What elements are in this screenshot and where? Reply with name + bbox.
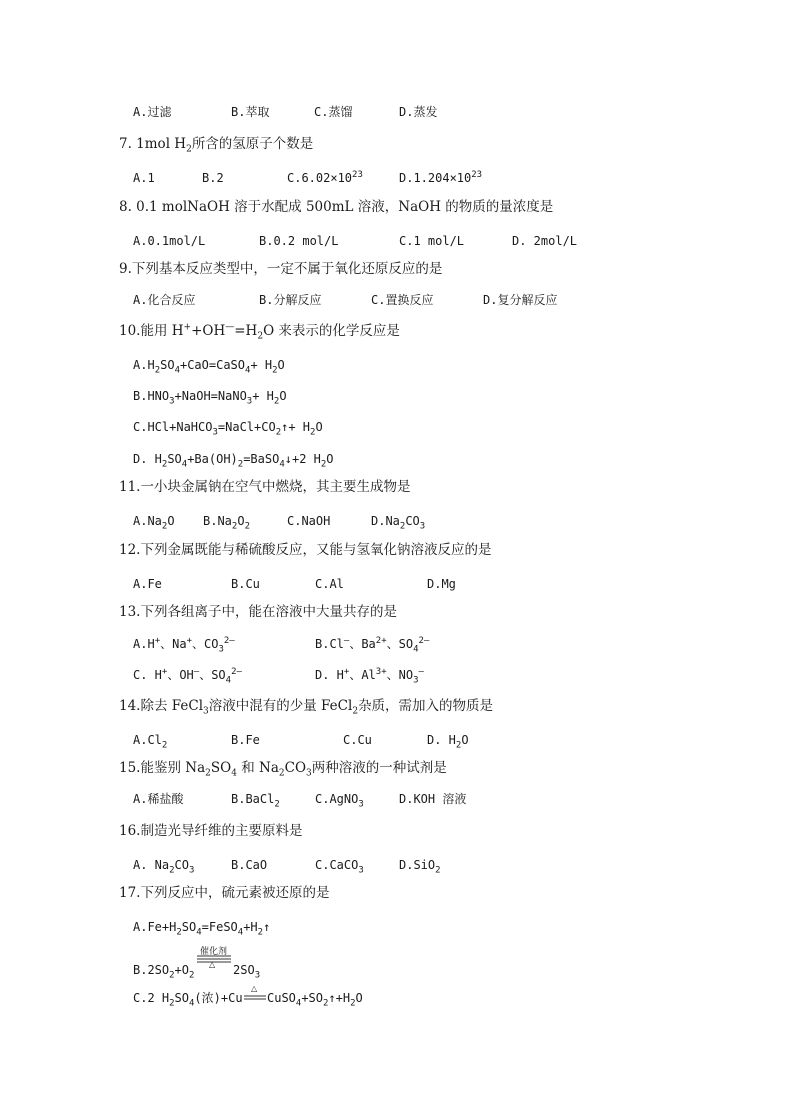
answer-option: C.Al (315, 577, 344, 591)
answer-option: A.Fe (133, 577, 162, 591)
answer-option: $D.Na_2CO_3$ (371, 514, 426, 532)
question-stem: 11.一小块金属钠在空气中燃烧，其主要生成物是 (119, 479, 411, 495)
answer-option: D.SiO$_2$ (399, 858, 441, 876)
answer-option: C.2 $H_2SO_4$(浓)+Cu (133, 991, 243, 1009)
catalyst-arrow (196, 946, 232, 970)
answer-option: B.BaCl$_2$ (231, 792, 280, 810)
question-stem: 8. 0.1 molNaOH 溶于水配成 500mL 溶液，NaOH 的物质的量浓度是 (119, 199, 554, 215)
answer-option: $A.H_2SO_4+CaO=CaSO_4+ H_2O$ (133, 358, 285, 376)
answer-option: A.1 (133, 171, 155, 185)
answer-option: B.CaO (231, 858, 268, 872)
answer-option: D.复分解反应 (483, 293, 558, 307)
answer-option: $2SO_3$ (233, 963, 261, 981)
question-stem: 16.制造光导纤维的主要原料是 (119, 823, 303, 839)
answer-option: B.分解反应 (259, 293, 322, 307)
answer-option: C.置换反应 (371, 293, 434, 307)
heat-symbol: △ (209, 960, 216, 969)
answer-option: B.Cu (231, 577, 260, 591)
answer-option: D.KOH 溶液 (399, 792, 467, 806)
question-stem: 9.下列基本反应类型中，一定不属于氧化还原反应的是 (119, 261, 443, 277)
answer-option: B.Fe (231, 733, 260, 747)
answer-option: A.过滤 (133, 105, 172, 119)
answer-option: B.2 (202, 171, 224, 185)
answer-option: $B.2SO_2+O_2$ (133, 963, 195, 981)
question-stem: 13.下列各组离子中，能在溶液中大量共存的是 (119, 604, 397, 620)
answer-option: $C.HCl+NaHCO_3=NaCl+CO_2↑+ H_2O$ (133, 420, 323, 438)
answer-option: $A.Cl_2$ (133, 733, 168, 751)
answer-option: C. H+、OH—、$SO_4^{2—}$ (133, 667, 242, 686)
question-stem: 14.除去 FeCl$_3$溶液中混有的少量 FeCl$_2$杂质，需加入的物质是 (119, 698, 494, 717)
answer-option: $C.6.02\times 10^{23}$ (287, 170, 363, 185)
answer-option: C.AgNO$_3$ (315, 792, 364, 810)
answer-option: C.蒸馏 (314, 105, 353, 119)
heat-symbol-c: △ (251, 984, 258, 993)
answer-option: $CuSO_4+SO_2↑+H_2O$ (267, 991, 363, 1009)
answer-option: B.0.2 mol/L (259, 234, 339, 248)
answer-option: A.0.1mol/L (133, 234, 206, 248)
answer-option: $A.Na_2O$ (133, 514, 175, 532)
answer-option: $A.Fe+H_2SO_4=FeSO_4+H_2↑$ (133, 920, 271, 938)
answer-option: D.蒸发 (399, 105, 438, 119)
answer-option: C.NaOH (287, 514, 331, 528)
answer-option: $B.HNO_3+NaOH=NaNO_3+ H_2O$ (133, 389, 287, 407)
answer-option: A.稀盐酸 (133, 792, 184, 806)
answer-option: A. $Na_2CO_3$ (133, 858, 195, 876)
question-stem: 10.能用 $H^++OH^—=H_2O$ 来表示的化学反应是 (119, 322, 400, 342)
catalyst-label: 催化剂 (200, 947, 228, 957)
answer-option: $B.Na_2O_2$ (203, 514, 250, 532)
answer-option: D.Mg (427, 577, 456, 591)
question-stem: 12.下列金属既能与稀硫酸反应，又能与氢氧化钠溶液反应的是 (119, 542, 492, 558)
answer-option: C.CaCO$_3$ (315, 858, 364, 876)
question-stem: 17.下列反应中，硫元素被还原的是 (119, 885, 330, 901)
answer-option: C.1 mol/L (399, 234, 465, 248)
answer-option: D. 2mol/L (512, 234, 578, 248)
question-stem: 15.能鉴别 $Na_2SO_4$ 和 $Na_2CO_3$两种溶液的一种试剂是 (119, 760, 447, 779)
answer-option: B.Cl—、$Ba^{2+}$、$SO_4^{2—}$ (315, 636, 430, 655)
question-stem: 7. 1mol $H_2$所含的氢原子个数是 (119, 136, 314, 155)
answer-option: A.H+、Na+、$CO_3^{2—}$ (133, 636, 235, 655)
answer-option: D. $H_2SO_4+Ba(OH)_2=BaSO_4↓+2$ $H_2O$ (133, 452, 334, 470)
answer-option: $D.1.204\times 10^{23}$ (399, 170, 483, 185)
answer-option: D. $H_2O$ (427, 733, 469, 751)
equals-arrow-icon (243, 985, 267, 1003)
answer-option: C.Cu (343, 733, 372, 747)
answer-option: D. H+、$Al^{3+}$、$NO_3^—$ (315, 667, 424, 686)
answer-option: A.化合反应 (133, 293, 196, 307)
heat-arrow (243, 985, 267, 1003)
answer-option: B.萃取 (231, 105, 270, 119)
